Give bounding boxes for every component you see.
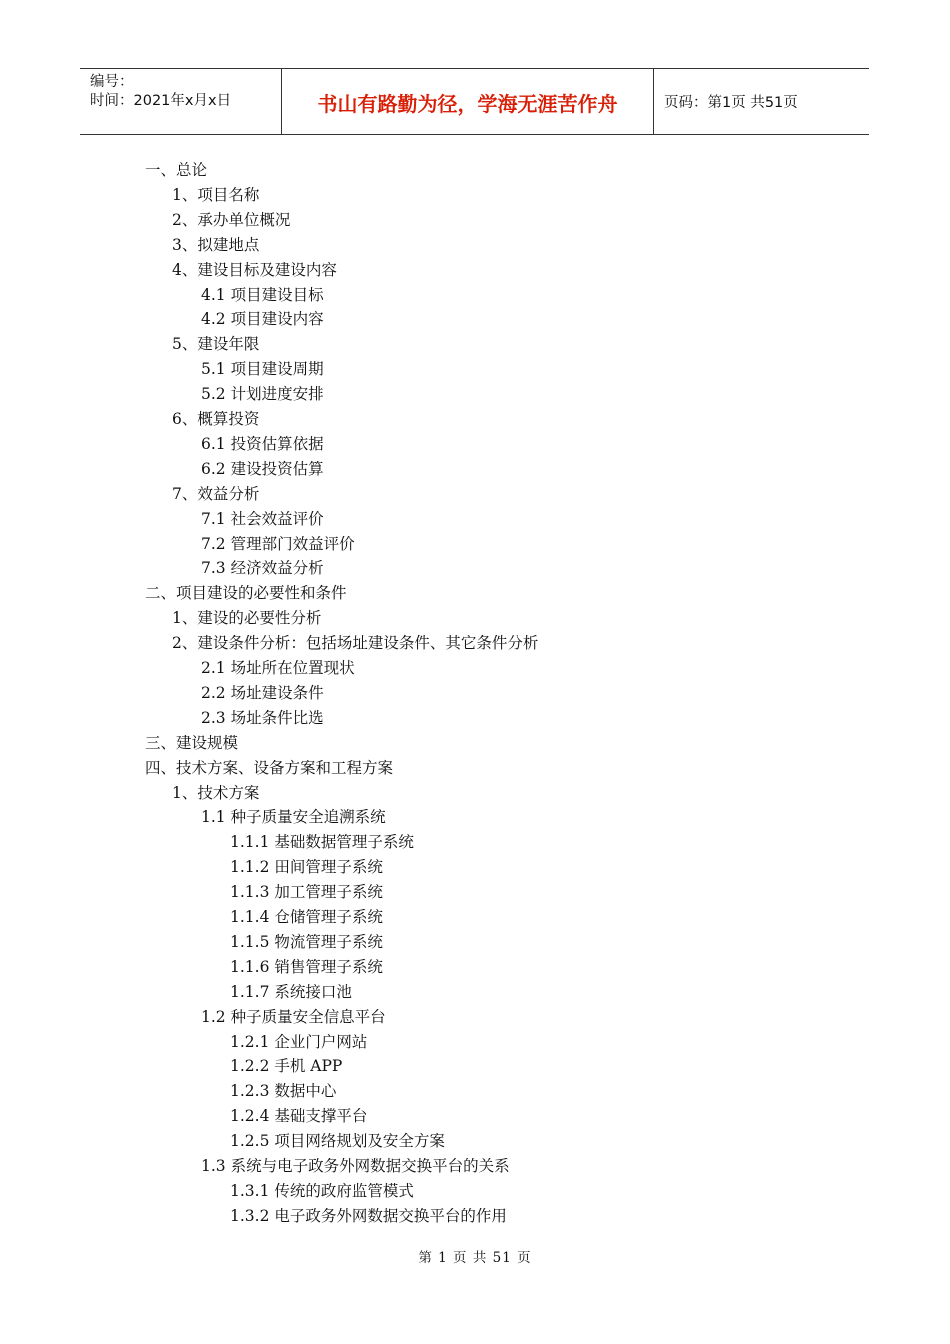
toc-entry-level-2: 1.2 种子质量安全信息平台 (201, 1007, 386, 1026)
document-number-label: 编号： (90, 74, 134, 90)
toc-entry-level-2: 4.2 项目建设内容 (201, 310, 324, 329)
toc-entry-level-1: 1、项目名称 (172, 185, 260, 204)
toc-entry-level-1: 6、概算投资 (172, 410, 260, 428)
toc-entry-level-2: 2.2 场址建设条件 (201, 683, 324, 702)
toc-entry-level-3: 1.2.2 手机 APP (230, 1057, 343, 1076)
toc-entry-level-3: 1.2.3 数据中心 (230, 1082, 337, 1101)
toc-entry-level-2: 6.2 建设投资估算 (201, 459, 324, 478)
toc-entry-level-3: 1.3.2 电子政务外网数据交换平台的作用 (230, 1206, 507, 1225)
toc-entry-level-2: 2.1 场址所在位置现状 (201, 659, 355, 677)
toc-entry-level-1: 5、建设年限 (172, 335, 260, 354)
toc-entry-level-3: 1.3.1 传统的政府监管模式 (230, 1181, 414, 1200)
toc-entry-level-1: 2、承办单位概况 (172, 210, 291, 229)
toc-entry-level-0: 二、项目建设的必要性和条件 (145, 584, 347, 603)
toc-entry-level-3: 1.1.5 物流管理子系统 (230, 932, 383, 951)
toc-entry-level-3: 1.1.1 基础数据管理子系统 (230, 833, 414, 852)
toc-entry-level-3: 1.1.4 仓储管理子系统 (230, 908, 383, 926)
toc-entry-level-3: 1.1.7 系统接口池 (230, 982, 352, 1001)
toc-entry-level-2: 1.3 系统与电子政务外网数据交换平台的关系 (201, 1157, 510, 1175)
header-meta (80, 69, 282, 134)
toc-entry-level-1: 7、效益分析 (172, 484, 260, 503)
toc-entry-level-2: 1.1 种子质量安全追溯系统 (201, 808, 386, 827)
document-time-label: 时间：2021年x月x日 (90, 93, 232, 109)
toc-entry-level-2: 7.2 管理部门效益评价 (201, 534, 355, 553)
page-header (80, 68, 869, 135)
toc-entry-level-2: 7.1 社会效益评价 (201, 509, 324, 528)
toc-entry-level-3: 1.2.4 基础支撑平台 (230, 1107, 368, 1126)
toc-entry-level-2: 5.1 项目建设周期 (201, 360, 324, 379)
toc-entry-level-3: 1.1.6 销售管理子系统 (230, 957, 383, 976)
toc-entry-level-2: 7.3 经济效益分析 (201, 559, 324, 578)
toc-entry-level-3: 1.2.5 项目网络规划及安全方案 (230, 1132, 445, 1151)
page-footer: 第 1 页 共 51 页 (418, 1250, 532, 1266)
toc-entry-level-1: 2、建设条件分析：包括场址建设条件、其它条件分析 (172, 634, 539, 653)
toc-entry-level-1: 1、技术方案 (172, 783, 260, 802)
toc-entry-level-0: 四、技术方案、设备方案和工程方案 (145, 758, 394, 777)
toc-entry-level-1: 4、建设目标及建设内容 (172, 260, 337, 279)
toc-entry-level-3: 1.1.3 加工管理子系统 (230, 883, 383, 902)
toc-entry-level-1: 3、拟建地点 (172, 235, 260, 254)
toc-entry-level-0: 三、建设规模 (145, 733, 239, 752)
toc-entry-level-2: 4.1 项目建设目标 (201, 285, 324, 304)
toc-entry-level-3: 1.1.2 田间管理子系统 (230, 858, 383, 877)
header-page-info: 页码：第1页 共51页 (664, 95, 798, 111)
toc-entry-level-2: 6.1 投资估算依据 (201, 434, 324, 453)
toc-entry-level-3: 1.2.1 企业门户网站 (230, 1032, 368, 1051)
toc-entry-level-2: 2.3 场址条件比选 (201, 708, 324, 727)
header-motto: 书山有路勤为径，学海无涯苦作舟 (282, 69, 654, 134)
toc-entry-level-2: 5.2 计划进度安排 (201, 385, 324, 404)
toc-entry-level-1: 1、建设的必要性分析 (172, 609, 322, 628)
toc-entry-level-0: 一、总论 (145, 161, 208, 179)
